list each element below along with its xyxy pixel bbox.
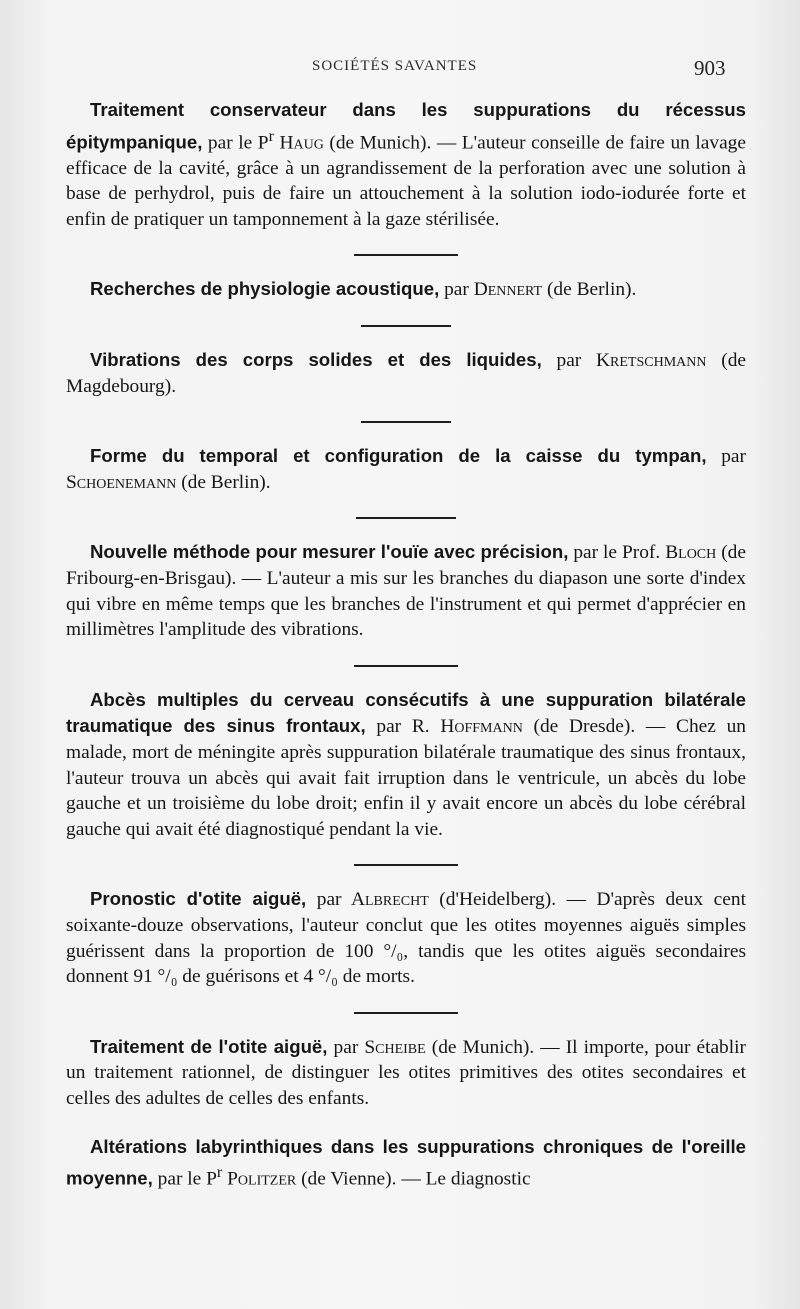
entry-affiliation: (de Munich).	[425, 1036, 535, 1058]
entry-affiliation: (d'Heidelberg).	[428, 889, 557, 911]
entry-title: Forme du temporal et configuration de la caisse du tympan,	[90, 445, 707, 467]
running-head	[0, 58, 800, 82]
entry-affiliation: (de Vienne).	[296, 1168, 397, 1190]
entry-by: par le P	[202, 132, 269, 154]
entry-by: par	[706, 446, 746, 468]
entry-title: Vibrations des corps solides et des liquides,	[90, 349, 542, 371]
page-number: 903	[694, 56, 726, 80]
entry-title: Pronostic d'otite aiguë,	[90, 888, 307, 910]
entry-forme-temporal	[66, 443, 746, 495]
entry-nouvelle-methode	[66, 539, 746, 642]
entry-author: Bloch	[660, 542, 717, 564]
entry-traitement-otite	[66, 1034, 746, 1112]
entry-by: par	[306, 889, 342, 911]
entry-text: — D'après deux cent soixante-douze observations, l'auteur conclut que les otites moyennes aiguës simples guérissent dans la proportion de 100 °/₀, tandis que les otites aiguës secondaires donnent 91 °/₀ de guérisons et 4 °/₀ de morts.	[66, 889, 746, 988]
entry-author: Dennert	[468, 279, 543, 301]
entry-affiliation: (de Munich).	[323, 132, 432, 154]
entry-by: par	[541, 350, 582, 372]
entry-abces-multiples	[66, 687, 746, 843]
entry-title: Traitement conservateur dans les suppurations du récessus épitympanique,	[66, 99, 746, 153]
entry-by-sup: r	[216, 1164, 223, 1182]
entry-by: par le P	[152, 1168, 217, 1190]
entry-alterations-labyrinthiques	[66, 1134, 746, 1193]
entry-author: Hoffmann	[429, 716, 523, 738]
entry-affiliation: (de Dresde).	[522, 716, 636, 738]
entry-author: Scheibe	[358, 1036, 426, 1058]
entry-pronostic-otite	[66, 886, 746, 989]
entry-author: Politzer	[222, 1168, 297, 1190]
entry-by: par R.	[365, 716, 430, 738]
running-head-title: SOCIÉTÉS SAVANTES	[312, 58, 478, 74]
entry-author: Haug	[273, 132, 324, 154]
entry-affiliation: (de Berlin).	[542, 279, 637, 301]
entry-affiliation: (de Berlin).	[176, 471, 271, 493]
entry-paragraph	[66, 1034, 746, 1112]
entry-text: — L'auteur conseille de faire un lavage efficace de la cavité, grâce à un agrandissement de la perforation avec une solution à base de perhydrol, puis de faire un attouchement à la solution iodo-iodurée forte et enfin de pratiquer un tamponnement à la gaze stérilisée.	[66, 132, 746, 230]
entry-by-sup: r	[268, 127, 274, 145]
entry-affiliation: (de Fribourg-en-Brisgau).	[66, 542, 746, 589]
entry-title: Altérations labyrinthiques dans les suppurations chroniques de l'oreille moyenne,	[66, 1135, 746, 1189]
entry-by: par	[439, 279, 469, 301]
article-column	[66, 97, 746, 1192]
entry-traitement-conservateur	[66, 97, 746, 232]
entry-author: Kretschmann	[581, 350, 707, 372]
entry-paragraph	[66, 1134, 746, 1193]
entry-title: Nouvelle méthode pour mesurer l'ouïe avec précision,	[90, 541, 569, 563]
entry-text: — Le diagnostic	[396, 1168, 531, 1190]
entry-paragraph	[66, 97, 746, 232]
entry-author: Schoenemann	[66, 471, 177, 493]
entry-paragraph	[66, 443, 746, 495]
entry-affiliation: (de Magdebourg).	[66, 350, 746, 397]
entry-paragraph	[66, 687, 746, 843]
entry-by: par	[327, 1036, 359, 1058]
entry-text: — L'auteur a mis sur les branches du diapason une sorte d'index qui vibre en même temps que les branches de l'instrument et qui permet d'apprécier en millimètres l'amplitude des vibrations.	[66, 568, 746, 641]
entry-title: Abcès multiples du cerveau consécutifs à une suppuration bilatérale traumatique des sinus frontaux,	[66, 688, 746, 737]
entry-text: — Chez un malade, mort de méningite après suppuration bilatérale traumatique des sinus frontaux, l'auteur trouva un abcès qui avait fait irruption dans le ventricule, un abcès du lobe gauche et un troisième du lobe droit; enfin il y avait encore un abcès du lobe cérébral gauche qui avait été diagnostiqué pendant la vie.	[66, 716, 746, 840]
entry-paragraph	[66, 276, 746, 303]
entry-paragraph	[66, 539, 746, 642]
entry-text: — Il importe, pour établir un traitement rationnel, de distinguer les otites primitives des otites secondaires et celles des adultes de celles des enfants.	[66, 1036, 746, 1109]
entry-paragraph	[66, 347, 746, 399]
entry-title: Traitement de l'otite aiguë,	[90, 1035, 328, 1057]
entry-title: Recherches de physiologie acoustique,	[90, 278, 440, 300]
entry-author: Albrecht	[341, 889, 429, 911]
entry-physiologie-acoustique	[66, 276, 746, 303]
entry-by: par le Prof.	[568, 542, 661, 564]
entry-vibrations	[66, 347, 746, 399]
entry-paragraph	[66, 886, 746, 989]
